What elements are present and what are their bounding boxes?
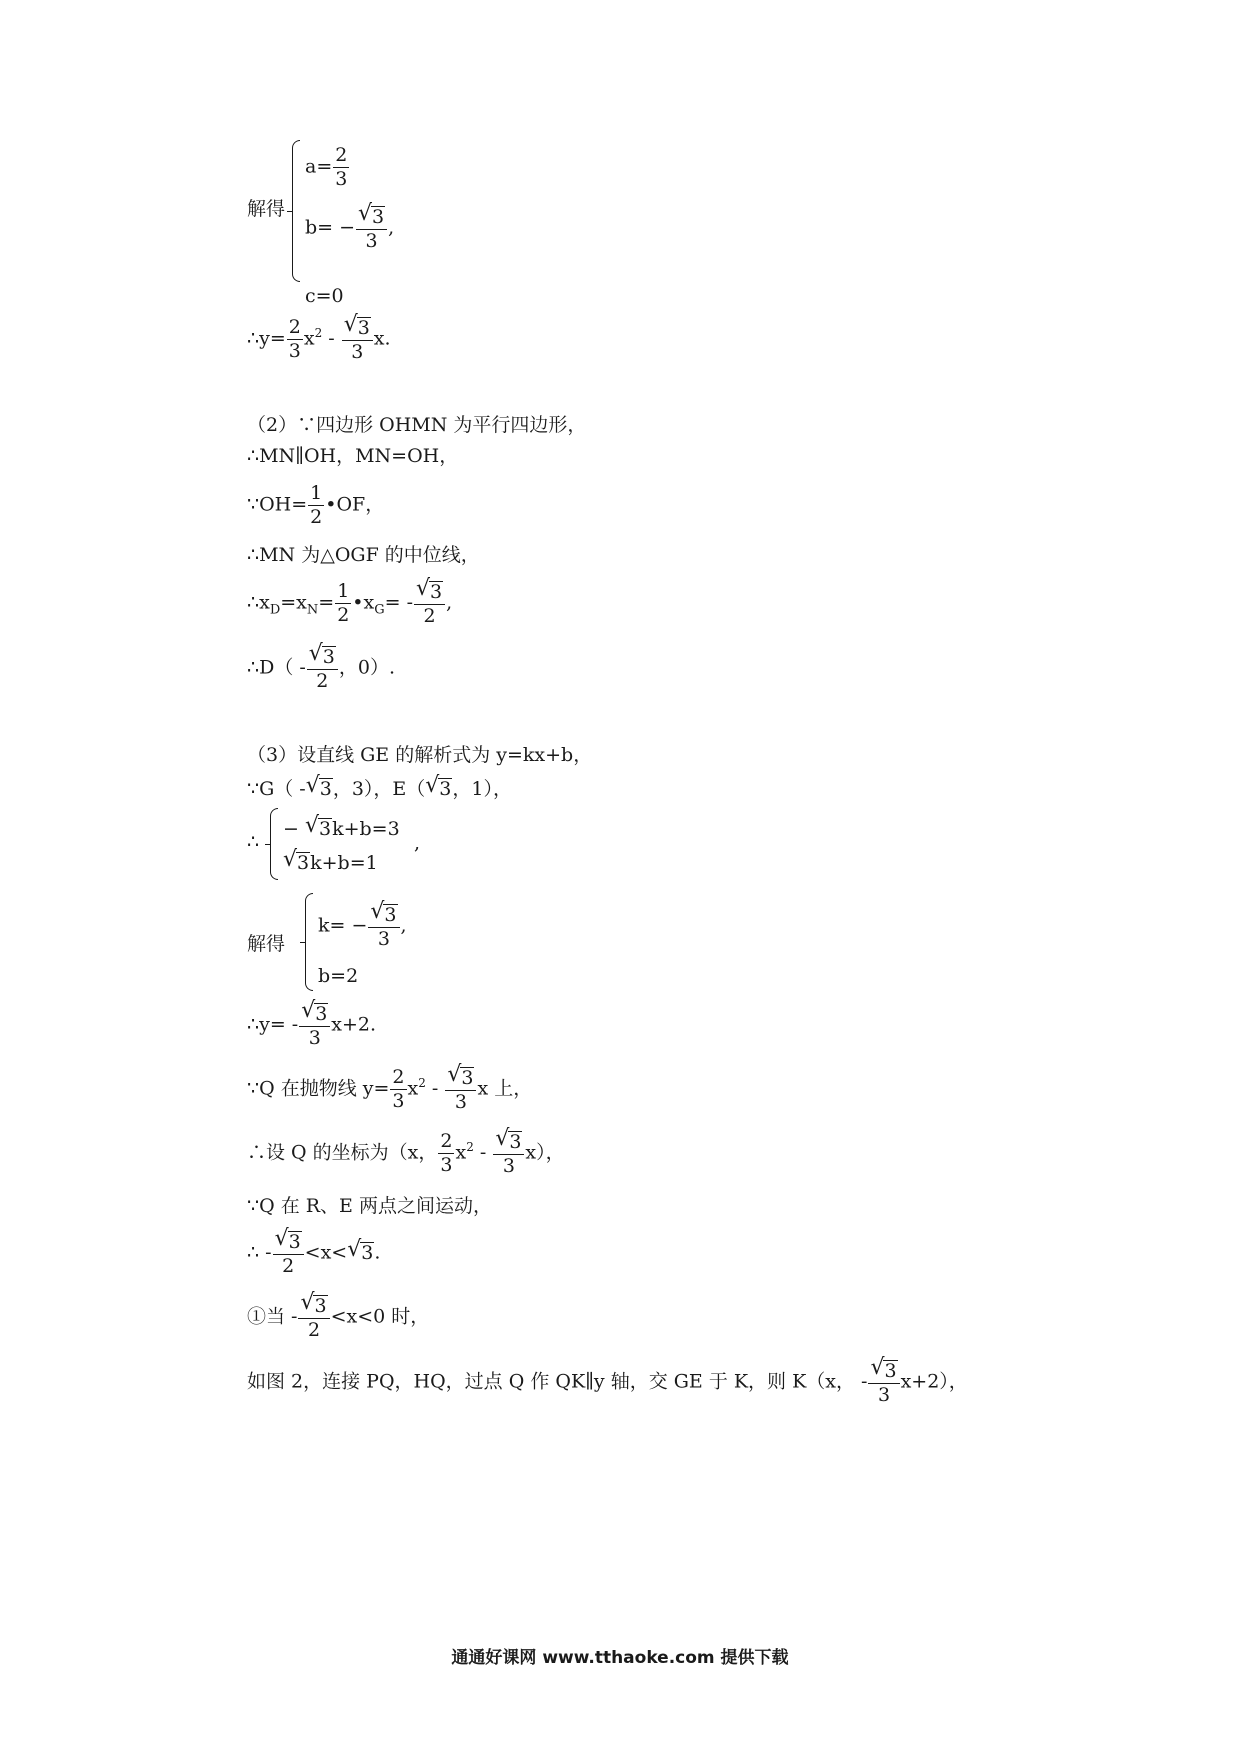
part2-line5: $\therefore x_D=x_N=$ $\frac{1}{2}$ $•x_G=$ - √ 3 2 , (247, 576, 453, 627)
therefore-symbol-3: ∴ (247, 831, 260, 853)
part3-line8: ∵Q 在 R、E 两点之间运动， (247, 1195, 492, 1217)
solution-b: b= − √ 3 3 , (305, 201, 395, 252)
solution-c: c=0 (305, 285, 344, 307)
page-footer: 通通好课网 www.tthaoke.com 提供下载 (451, 1648, 789, 1668)
system-eq-1: − √ 3k+b=3 (283, 813, 400, 840)
system-brace-1 (292, 140, 300, 282)
parabola-equation: ∴y= $\frac{2}{3}$ $x^2$ - √ 3 3 x. (247, 312, 391, 363)
system-brace-2 (270, 808, 278, 880)
solution-b2: b=2 (318, 965, 359, 987)
solution-a: a= $\frac{2}{3}$ (305, 144, 348, 190)
part3-line2: ∵G（ - √ 3，3），E（ √ 3，1）， (247, 773, 512, 800)
solution-k: k= − √ 3 3 , (318, 899, 407, 950)
jiede-label-1: 解得 (247, 198, 286, 220)
q-coordinates: ∴设 Q 的坐标为（x， $\frac{2}{3}$ $x^2$ - √ 3 3 x）， (247, 1126, 565, 1177)
system-tail-comma: , (414, 832, 421, 854)
system-eq-2: √ 3k+b=1 (283, 847, 378, 874)
part2-line4: ∴MN 为△OGF 的中位线， (247, 544, 480, 566)
q-on-parabola: ∵Q 在抛物线 y= $\frac{2}{3}$ $x^2$ - √ 3 3 x 上， (247, 1062, 533, 1113)
line-ge-equation: ∴y= - √ 3 3 x+2. (247, 998, 377, 1049)
x-range: ∴ - √ 3 2 <x< √ 3. (247, 1226, 381, 1277)
system-brace-3 (305, 893, 313, 991)
part2-line6: ∴D（ - √ 3 2 ，0）. (247, 641, 396, 692)
part2-line2: ∴MN∥OH，MN=OH， (247, 445, 459, 467)
figure2-description: 如图 2，连接 PQ，HQ，过点 Q 作 QK∥y 轴，交 GE 于 K，则 K（x， - √ 3 3 x+2）， (247, 1355, 968, 1406)
part2-line3: ∵OH= $\frac{1}{2}$ •OF， (247, 482, 385, 528)
jiede-label-2: 解得 (247, 933, 286, 955)
part3-line1: （3）设直线 GE 的解析式为 y=kx+b， (247, 744, 593, 766)
part2-line1: （2）∵四边形 OHMN 为平行四边形， (247, 414, 587, 436)
case-1: ①当 - √ 3 2 <x<0 时， (247, 1290, 430, 1341)
